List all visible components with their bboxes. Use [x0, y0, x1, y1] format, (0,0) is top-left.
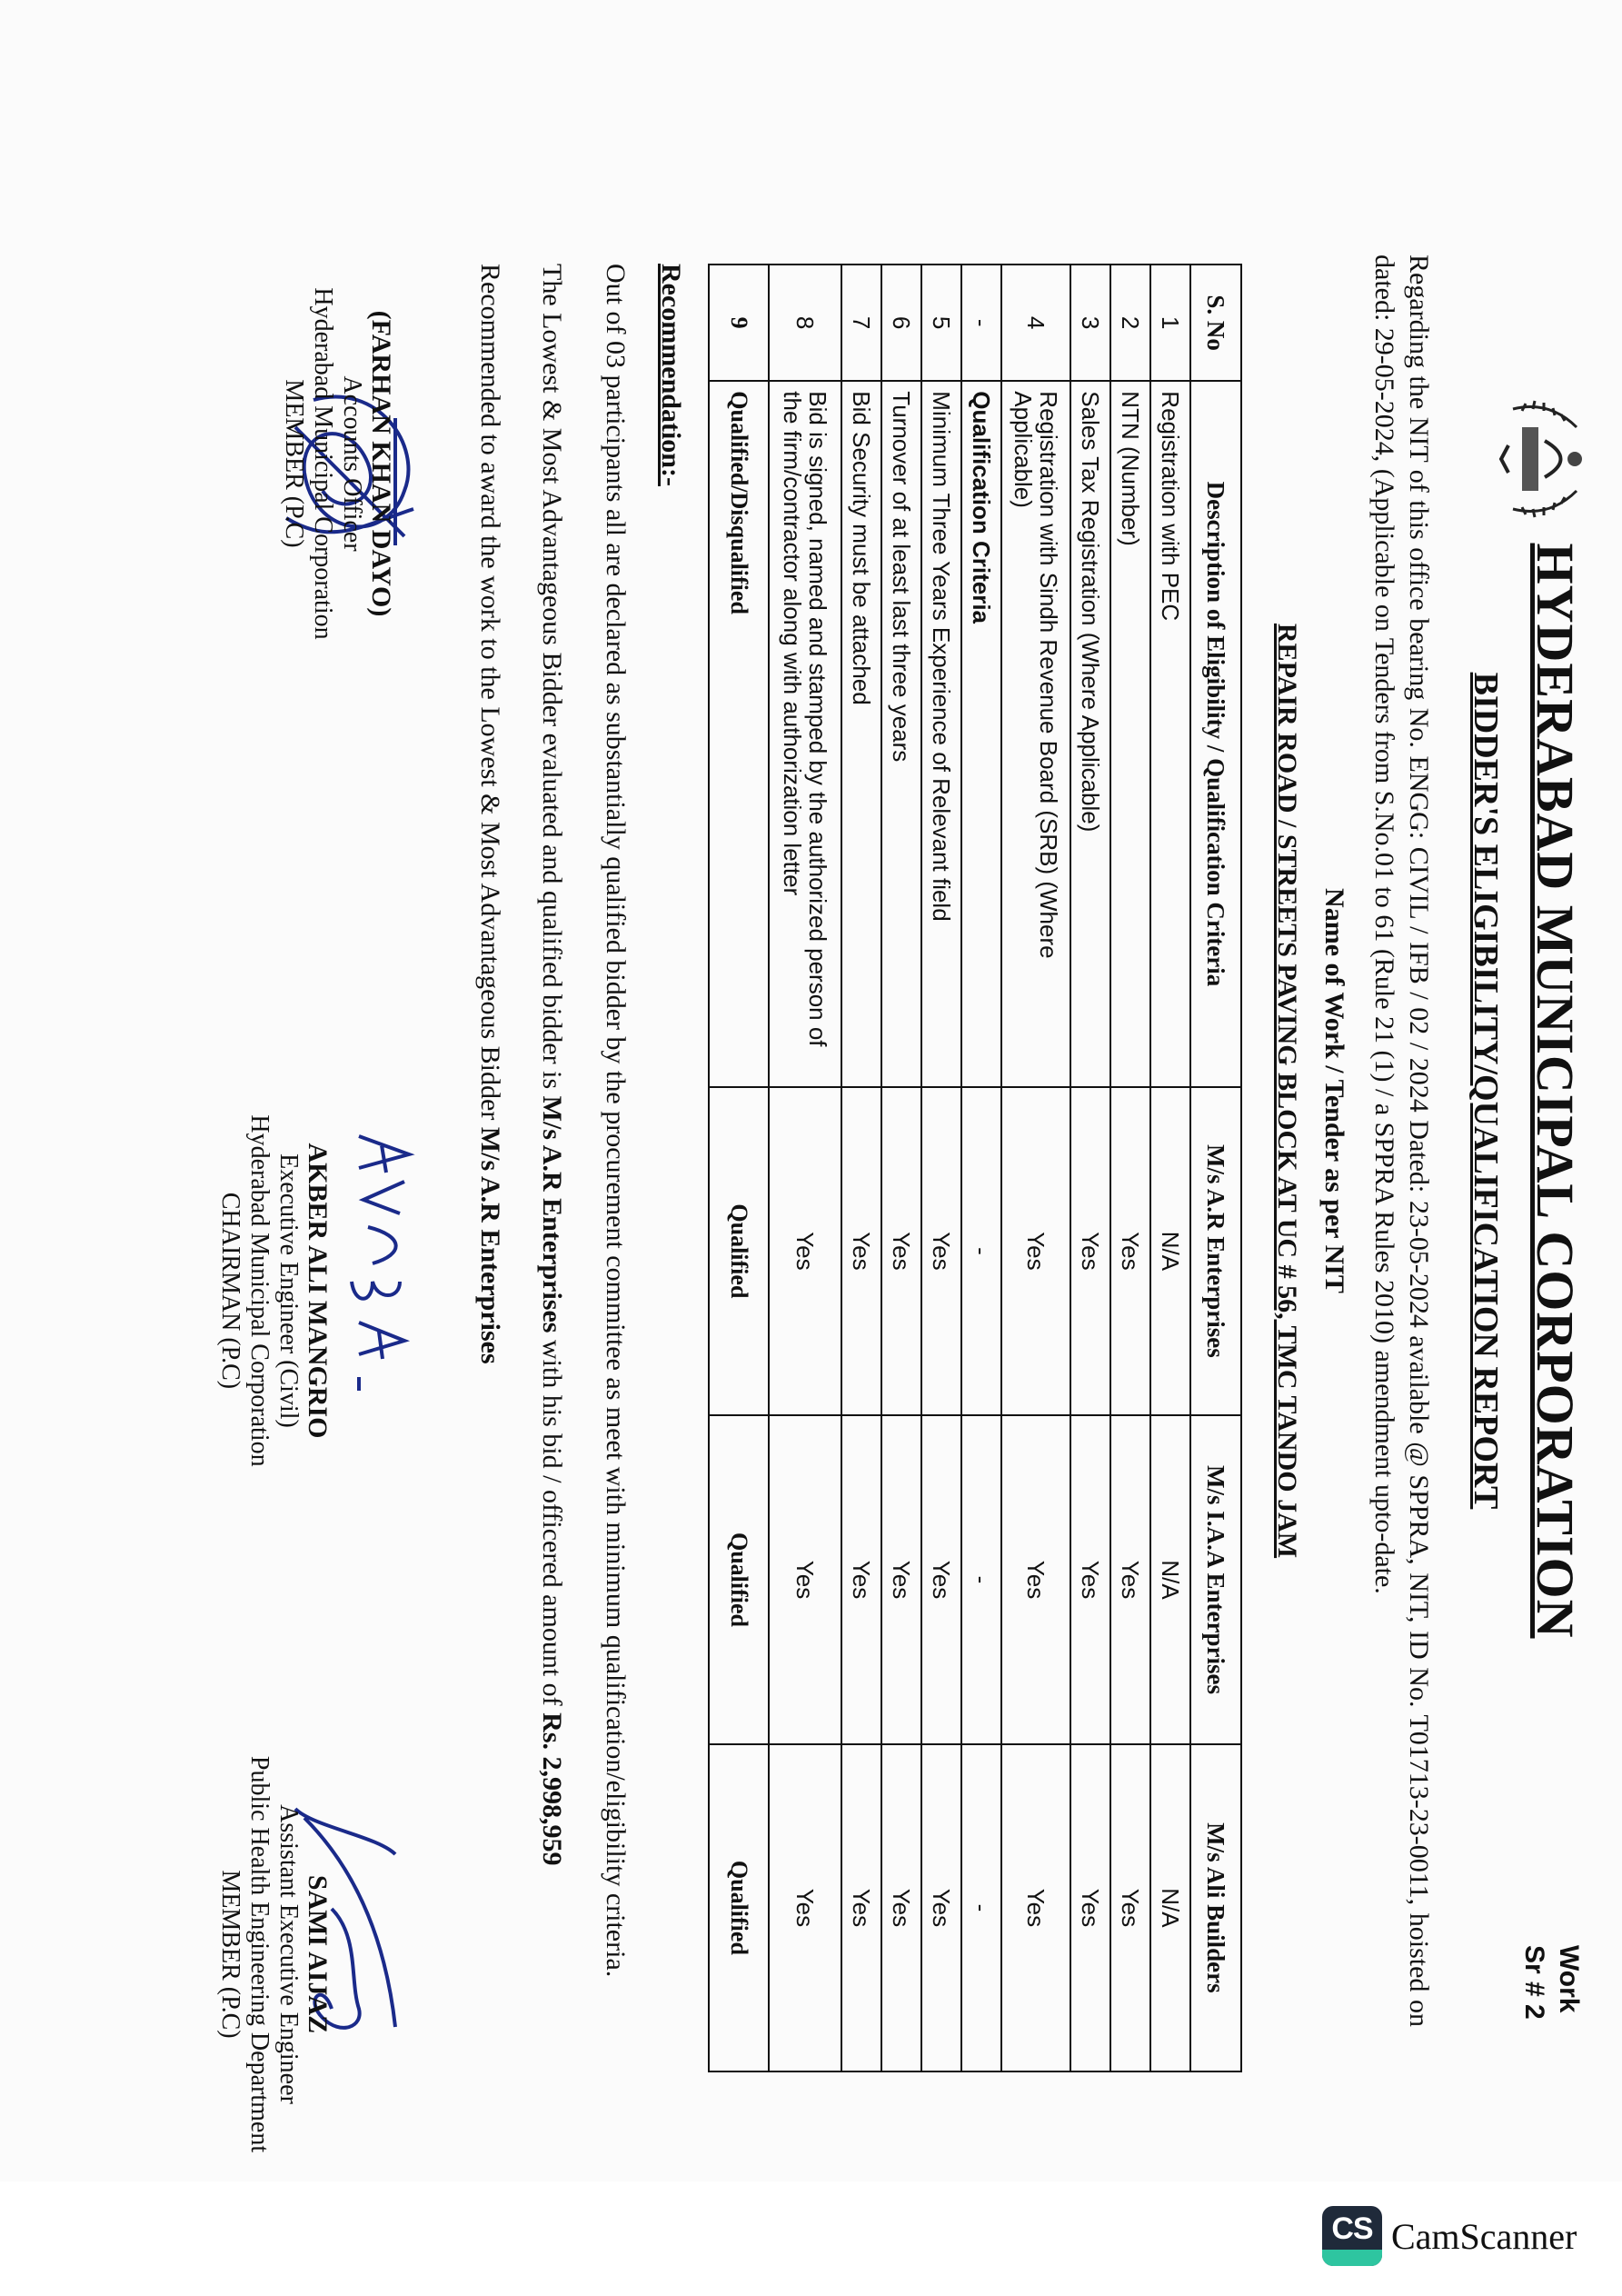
cell-value: Yes — [1110, 1415, 1150, 1744]
cell-value: Yes — [881, 1087, 921, 1416]
cell-value: Yes — [1070, 1744, 1110, 2071]
cell-value: Yes — [1001, 1415, 1070, 1744]
signatory-designation: Executive Engineer (Civil) — [274, 1153, 303, 1428]
cell-description: Registration with PEC — [1150, 381, 1190, 1086]
table-row — [921, 265, 961, 2071]
cell-value: Yes — [1070, 1415, 1110, 1744]
cell-sno: 5 — [921, 265, 961, 381]
signatory-name: (FARHAN KHAN DAYO) — [366, 310, 396, 617]
signatory-org: Hyderabad Municipal Corporation — [245, 1114, 274, 1467]
cell-value: N/A — [1150, 1087, 1190, 1416]
cell-description: Registration with Sindh Revenue Board (SRB) (Where Applicable) — [1001, 381, 1070, 1086]
signatory-designation: Accounts Officer — [338, 375, 366, 552]
report-title: BIDDER'S ELIGIBILITY/QUALIFICATION REPORT — [1467, 672, 1505, 1510]
cell-sno: 2 — [1110, 265, 1150, 381]
signatory-name: SAMI AIJAZ — [303, 1874, 333, 2034]
rec2-amount: Rs. 2,998,959 — [537, 1712, 567, 1866]
header-description: Description of Eligibility / Qualification Criteria — [1190, 381, 1241, 1086]
signature-akber — [341, 1127, 423, 1418]
cell-description: Qualified/Disqualified — [709, 381, 769, 1086]
table-row — [1001, 265, 1070, 2071]
cell-value: Yes — [881, 1744, 921, 2071]
cell-sno: 1 — [1150, 265, 1190, 381]
signatory-block — [215, 1054, 332, 1527]
cell-value: Yes — [881, 1415, 921, 1744]
cell-value: Yes — [921, 1415, 961, 1744]
name-of-work-label: Name of Work / Tender as per NIT — [1319, 888, 1349, 1293]
eligibility-table — [708, 264, 1242, 2072]
cell-sno: 8 — [769, 265, 841, 381]
cell-value: Qualified — [709, 1744, 769, 2071]
header-sno: S. No — [1190, 265, 1241, 381]
table-row — [1070, 265, 1110, 2071]
cell-value: Yes — [1110, 1744, 1150, 2071]
cell-value: - — [961, 1415, 1001, 1744]
signatory-block — [279, 227, 395, 700]
table-header-row — [1190, 265, 1241, 2071]
cell-value: Qualified — [709, 1087, 769, 1416]
recommendation-paragraph-2 — [535, 264, 568, 2081]
signatory-role: MEMBER (P.C) — [280, 379, 308, 548]
cell-value: Yes — [1070, 1087, 1110, 1416]
cell-description: Bid is signed, named and stamped by the authorized person of the firm/contractor along with authorization letter — [769, 381, 841, 1086]
organization-title: HYDERABAD MUNICIPAL CORPORATION — [1526, 543, 1585, 1639]
cell-value: - — [961, 1744, 1001, 2071]
table-row — [709, 265, 769, 2071]
cell-value: Yes — [769, 1415, 841, 1744]
table-row — [841, 265, 881, 2071]
cell-value: Qualified — [709, 1415, 769, 1744]
signatory-name: AKBER ALI MANGRIO — [303, 1143, 333, 1439]
rec2-text: The Lowest & Most Advantageous Bidder evaluated and qualified bidder is — [537, 264, 567, 1096]
table-row — [961, 265, 1001, 2071]
camscanner-watermark — [1322, 2211, 1577, 2261]
camscanner-logo-accent — [1322, 2250, 1382, 2266]
cell-value: Yes — [921, 1744, 961, 2071]
cell-value: Yes — [769, 1744, 841, 2071]
table-row — [769, 265, 841, 2071]
table-row — [1110, 265, 1150, 2071]
work-name: REPAIR ROAD / STREETS PAVING BLOCK AT UC # 56, TMC TANDO JAM — [1272, 623, 1302, 1559]
cell-value: Yes — [841, 1087, 881, 1416]
cell-value: Yes — [921, 1087, 961, 1416]
rec3-text: Recommended to award the work to the Lowest & Most Advantageous Bidder — [475, 264, 505, 1127]
cell-sno: 7 — [841, 265, 881, 381]
rec2-bidder: M/s A.R Enterprises — [537, 1095, 567, 1333]
signatory-role: MEMBER (P.C) — [216, 1870, 244, 2039]
camscanner-name: CamScanner — [1391, 2215, 1577, 2257]
rec2-mid: with his bid / officered amount of — [537, 1333, 567, 1713]
cell-value: Yes — [1001, 1744, 1070, 2071]
cell-description: NTN (Number) — [1110, 381, 1150, 1086]
recommendation-paragraph-1: Out of 03 participants all are declared as substantially qualified bidder by the procurement committee as meet with minimum qualification/eligibility criteria. — [601, 264, 631, 1978]
cell-sno: 9 — [709, 265, 769, 381]
serial-number: Sr # 2 — [1519, 1945, 1549, 2020]
recommendation-heading: Recommendation:- — [656, 264, 686, 486]
cell-description: Minimum Three Years Experience of Relevant field — [921, 381, 961, 1086]
cell-value: N/A — [1150, 1415, 1190, 1744]
header-bidder-2: M/s I.A.A Enterprises — [1190, 1415, 1241, 1744]
signatory-designation: Assistant Executive Engineer — [274, 1804, 303, 2104]
cell-value: Yes — [769, 1087, 841, 1416]
header-bidder-3: M/s Ali Builders — [1190, 1744, 1241, 2071]
cell-sno: 4 — [1001, 265, 1070, 381]
signatory-block — [215, 1700, 332, 2181]
rec3-bidder: M/s A.R Enterprises — [475, 1126, 505, 1364]
signatory-org: Hyderabad Municipal Corporation — [309, 287, 337, 640]
cell-sno: 6 — [881, 265, 921, 381]
signatory-org: Public Health Engineering Department — [245, 1755, 274, 2153]
table-row — [1150, 265, 1190, 2071]
intro-paragraph: Regarding the NIT of this office bearing No. ENGG: CIVIL / IFB / 02 / 2024 Dated: 23-05-2024 available @ SPPRA, NIT, ID No. T01713-23-0011, hoisted on dated: 29-05-2024, (Applicable on Tenders from S.No.01 to 61 (Rule 21 (1) / a SPPRA Rules 2010) amendment upto-date. — [1369, 255, 1434, 2027]
header-bidder-1: M/s A.R Enterprises — [1190, 1087, 1241, 1416]
recommendation-paragraph-3 — [473, 264, 506, 2081]
cell-value: Yes — [1110, 1087, 1150, 1416]
cell-description: Bid Security must be attached — [841, 381, 881, 1086]
cell-sno: - — [961, 265, 1001, 381]
cell-value: - — [961, 1087, 1001, 1416]
cell-description: Sales Tax Registration (Where Applicable) — [1070, 381, 1110, 1086]
camscanner-logo-icon — [1322, 2206, 1382, 2266]
work-serial — [1517, 1945, 1586, 2020]
cell-value: Yes — [841, 1415, 881, 1744]
work-label: Work — [1554, 1945, 1584, 2013]
cell-description: Qualification Criteria — [961, 381, 1001, 1086]
cell-value: N/A — [1150, 1744, 1190, 2071]
cell-sno: 3 — [1070, 265, 1110, 381]
table-row — [881, 265, 921, 2071]
cell-description: Turnover of at least last three years — [881, 381, 921, 1086]
camscanner-badge-text: CS — [1331, 2211, 1373, 2246]
cell-value: Yes — [841, 1744, 881, 2071]
cell-value: Yes — [1001, 1087, 1070, 1416]
signatory-role: CHAIRMAN (P.C) — [216, 1192, 244, 1390]
